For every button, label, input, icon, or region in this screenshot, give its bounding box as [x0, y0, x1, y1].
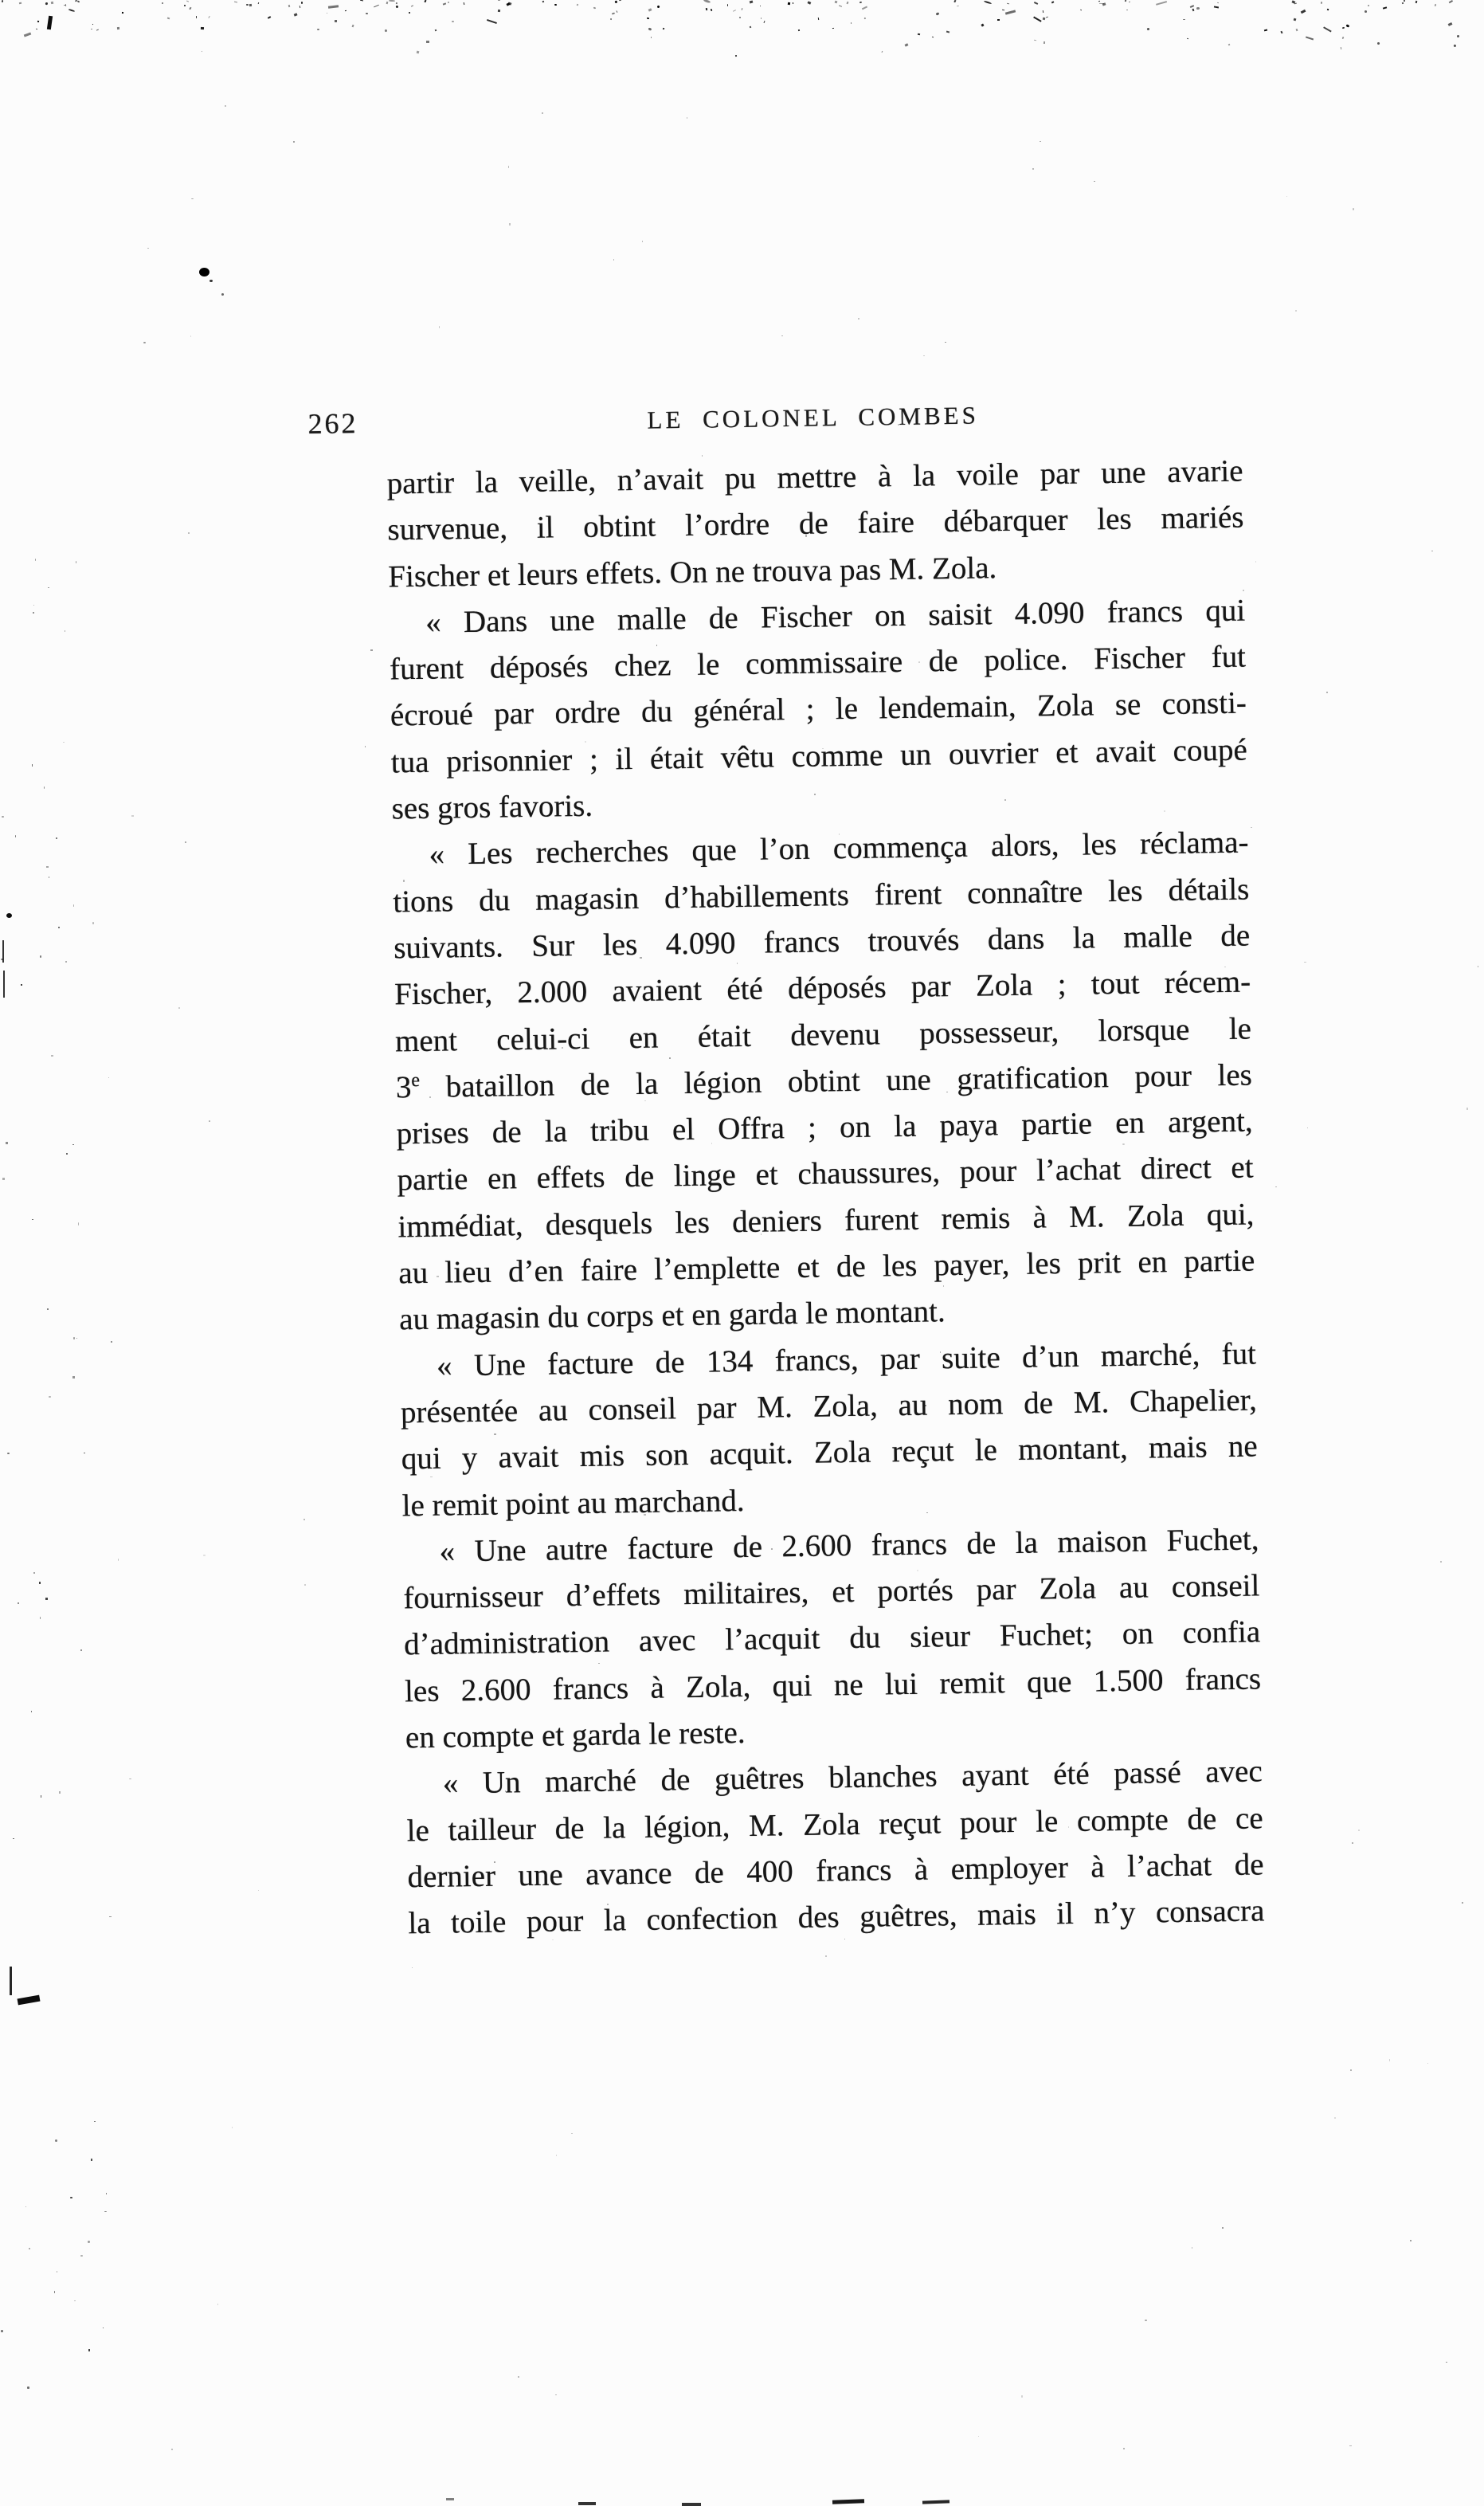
- text-line: ment celui-ci en était devenu possesseur, lorsque le: [394, 1011, 1252, 1058]
- scan-artifact: [246, 4, 249, 6]
- scan-artifact: [498, 0, 500, 1]
- text-line: fournisseur d’effets militaires, et portés par Zola au conseil: [403, 1568, 1260, 1616]
- scan-artifact: [301, 2, 303, 4]
- scan-artifact: [184, 5, 186, 6]
- scan-artifact: [386, 2, 388, 4]
- text-line: Fischer et leurs effets. On ne trouva pas M. Zola.: [388, 550, 997, 594]
- text-line: tua prisonnier ; il était vêtu comme un ouvrier et avait coupé: [390, 732, 1248, 780]
- scan-artifact: [64, 4, 65, 5]
- running-title: LE COLONEL COMBES: [647, 401, 980, 434]
- scan-artifact: [65, 4, 67, 6]
- text-line: dernier une avance de 400 francs à employer à l’achat de: [407, 1847, 1264, 1895]
- scan-artifact: [51, 2, 53, 4]
- text-line: « Une facture de 134 francs, par suite d’un marché, fut: [436, 1336, 1257, 1383]
- text-line: au magasin du corps et en garda le montant.: [398, 1294, 946, 1337]
- text-line: 3e bataillon de la légion obtint une gratification pour les: [395, 1057, 1253, 1105]
- scan-artifact: [186, 0, 189, 2]
- text-line: ses gros favoris.: [391, 788, 593, 826]
- scan-artifact: [389, 0, 395, 2]
- scan-artifact: [396, 2, 397, 4]
- text-line: tions du magasin d’habillements firent connaître les détails: [393, 872, 1250, 920]
- text-line: furent déposés chez le commissaire de police. Fischer fut: [389, 639, 1247, 687]
- scan-artifact: [2, 0, 3, 2]
- text-line: le remit point au marchand.: [401, 1483, 745, 1523]
- scan-artifact: [234, 1, 237, 2]
- scan-artifact: [75, 0, 77, 2]
- scan-artifact: [76, 0, 80, 2]
- text-line: immédiat, desquels les deniers furent remis à M. Zola qui,: [397, 1197, 1255, 1245]
- text-line: les 2.600 francs à Zola, qui ne lui remit que 1.500 francs: [404, 1661, 1262, 1709]
- text-line: Fischer, 2.000 avaient été déposés par Zola ; tout récem-: [394, 964, 1251, 1012]
- text-line: écroué par ordre du général ; le lendemain, Zola se consti-: [390, 686, 1247, 733]
- scan-artifact: [1, 2330, 3, 2331]
- scan-artifact: [18, 2, 21, 4]
- text-line: le tailleur de la légion, M. Zola reçut pour le compte de ce: [406, 1800, 1263, 1848]
- text-line: « Les recherches que l’on commença alors, les réclama-: [429, 825, 1249, 873]
- text-line: « Dans une malle de Fischer on saisit 4.090 francs qui: [425, 593, 1246, 640]
- text-line: suivants. Sur les 4.090 francs trouvés dans la malle de: [393, 918, 1251, 966]
- page-number: 262: [307, 407, 358, 440]
- scan-artifact: [45, 2, 48, 5]
- text-line: « Une autre facture de 2.600 francs de la maison Fuchet,: [439, 1522, 1259, 1569]
- body-text: [386, 449, 1265, 1947]
- scan-artifact: [360, 0, 363, 2]
- text-line: en compte et garda le reste.: [405, 1716, 746, 1755]
- text-line: survenue, il obtint l’ordre de faire débarquer les mariés: [387, 500, 1244, 547]
- text-line: d’administration avec l’acquit du sieur Fuchet; on confia: [403, 1614, 1261, 1662]
- scan-artifact: [258, 2, 260, 4]
- scan-artifact: [424, 0, 426, 2]
- text-line: présentée au conseil par M. Zola, au nom de M. Chapelier,: [400, 1382, 1258, 1430]
- text-line: au lieu d’en faire l’emplette et de les payer, les prit en partie: [398, 1243, 1255, 1291]
- scan-artifact: [448, 2, 449, 3]
- text-line: « Un marché de guêtres blanches ayant été passé avec: [442, 1754, 1263, 1801]
- text-line: partir la veille, n’avait pu mettre à la voile par une avarie: [386, 453, 1243, 501]
- text-line: prises de la tribu el Offra ; on la paya partie en argent,: [396, 1104, 1253, 1151]
- text-line: partie en effets de linge et chaussures, pour l’achat direct et: [397, 1150, 1254, 1198]
- scan-artifact: [161, 2, 162, 4]
- text-line: la toile pour la confection des guêtres, mais il n’y consacra: [408, 1893, 1265, 1941]
- text-line: qui y avait mis son acquit. Zola reçut le montant, mais ne: [401, 1429, 1258, 1477]
